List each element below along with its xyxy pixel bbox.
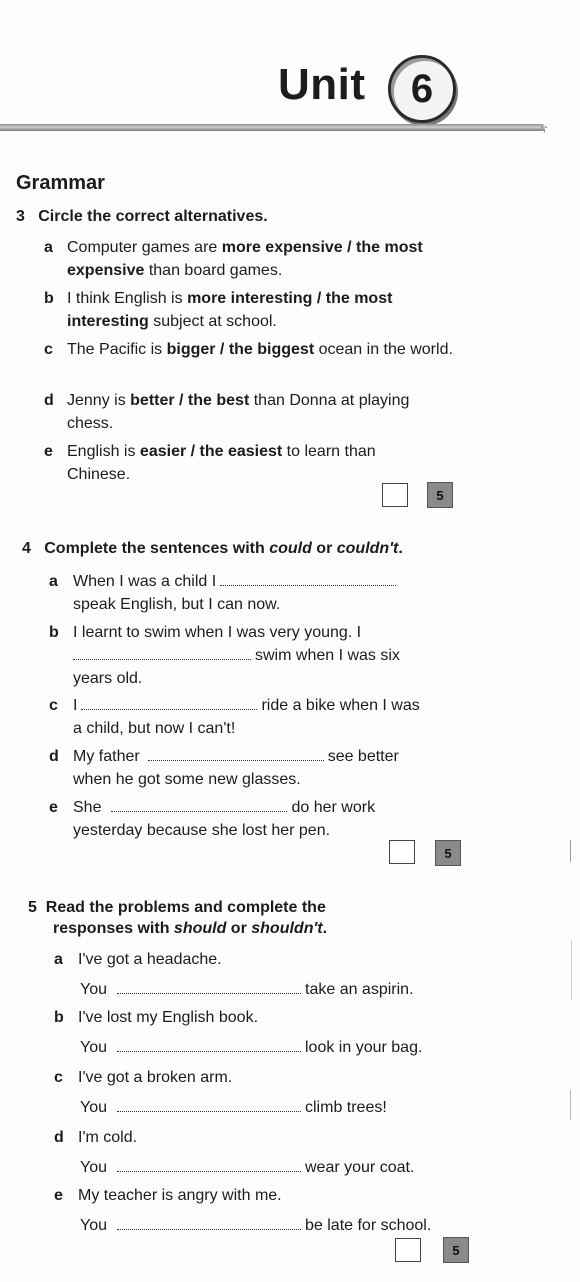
item-text-part: I <box>73 697 78 714</box>
item-text <box>73 796 453 842</box>
exercise-number: 4 <box>22 540 31 557</box>
response-line <box>80 978 480 1001</box>
instruction-text: . <box>398 540 403 557</box>
unit-number-badge: 6 <box>388 55 456 123</box>
exercise-4-title <box>22 539 403 559</box>
response-end: be late for school. <box>305 1217 432 1234</box>
exercise-5-title <box>28 897 327 939</box>
instruction-keyword: should <box>173 920 227 937</box>
item-text-part: speak English, but I can now. <box>73 596 281 613</box>
item-post: than Donna at playing chess. <box>67 392 410 432</box>
item-text <box>73 694 468 740</box>
item-post: than board games. <box>144 262 283 279</box>
item-letter: b <box>54 1009 64 1026</box>
alternatives[interactable]: more expensive / the most expensive <box>67 239 423 279</box>
item-letter: b <box>44 290 54 307</box>
item-pre: Computer games are <box>67 239 222 256</box>
instruction-keyword: shouldn't <box>251 920 323 937</box>
problem-text: I've got a broken arm. <box>78 1069 233 1086</box>
item-text <box>78 1126 468 1149</box>
exercise-number: 3 <box>16 208 25 225</box>
score-box[interactable] <box>382 483 408 507</box>
response-end: take an aspirin. <box>305 981 414 998</box>
max-score-badge: 5 <box>443 1237 469 1263</box>
header-divider <box>0 124 545 131</box>
score-box[interactable] <box>389 840 415 864</box>
response-subject: You <box>80 981 107 998</box>
response-line <box>80 1214 480 1237</box>
response-line <box>80 1156 480 1179</box>
item-letter: c <box>54 1069 63 1086</box>
response-line <box>80 1036 480 1059</box>
item-text-part: She <box>73 799 102 816</box>
item-text <box>73 621 453 690</box>
scan-edge-mark <box>571 940 572 1000</box>
item-pre: I think English is <box>67 290 188 307</box>
response-end: climb trees! <box>305 1099 387 1116</box>
item-text <box>67 287 457 333</box>
item-text-part: ride a bike when I was <box>261 697 420 714</box>
instruction-keyword: couldn't <box>336 540 399 557</box>
response-end: wear your coat. <box>305 1159 415 1176</box>
item-pre: English is <box>67 443 140 460</box>
item-post: subject at school. <box>148 313 277 330</box>
answer-blank[interactable] <box>111 797 287 812</box>
scan-edge-mark <box>570 1090 571 1120</box>
alternatives[interactable]: more interesting / the most interesting <box>67 290 393 330</box>
response-subject: You <box>80 1099 107 1116</box>
item-text <box>67 338 462 361</box>
item-text <box>78 948 468 971</box>
instruction-text: Complete the sentences with <box>44 540 270 557</box>
item-letter: a <box>49 573 58 590</box>
item-pre: The Pacific is <box>67 341 167 358</box>
max-score-badge: 5 <box>427 482 453 508</box>
item-letter: d <box>49 748 59 765</box>
scan-edge-mark <box>570 840 571 862</box>
item-text-part: I learnt to swim when I was very young. I <box>73 624 362 641</box>
item-text <box>67 440 432 486</box>
exercise-number: 5 <box>28 899 37 916</box>
unit-title: Unit <box>278 60 366 109</box>
item-text-part: see better <box>327 748 399 765</box>
item-letter: a <box>54 951 63 968</box>
item-text <box>78 1066 468 1089</box>
response-end: look in your bag. <box>305 1039 423 1056</box>
instruction-text: responses with <box>53 920 174 937</box>
exercise-3-title <box>16 207 268 227</box>
item-letter: e <box>44 443 53 460</box>
item-letter: d <box>44 392 54 409</box>
answer-blank[interactable] <box>117 979 301 994</box>
answer-blank[interactable] <box>117 1157 301 1172</box>
answer-blank[interactable] <box>73 645 251 660</box>
answer-blank[interactable] <box>148 746 324 761</box>
answer-blank[interactable] <box>117 1097 301 1112</box>
section-title: Grammar <box>16 172 105 194</box>
instruction-text: . <box>322 920 328 937</box>
problem-text: I've lost my English book. <box>78 1009 259 1026</box>
item-text <box>78 1184 468 1207</box>
instruction-keyword: could <box>269 540 312 557</box>
item-text-part: a child, but now I can't! <box>73 720 236 737</box>
item-letter: e <box>49 799 58 816</box>
exercise-instruction: Circle the correct alternatives. <box>38 208 268 225</box>
response-line <box>80 1096 480 1119</box>
response-subject: You <box>80 1217 107 1234</box>
instruction-text: or <box>311 540 337 557</box>
item-letter: b <box>49 624 59 641</box>
answer-blank[interactable] <box>117 1215 301 1230</box>
answer-blank[interactable] <box>81 695 257 710</box>
item-text-part: yesterday because she lost her pen. <box>73 822 331 839</box>
item-letter: e <box>54 1187 63 1204</box>
problem-text: I've got a headache. <box>78 951 222 968</box>
item-post: ocean in the world. <box>314 341 453 358</box>
item-text <box>73 570 453 616</box>
item-text-part: swim when I was six <box>255 647 400 664</box>
max-score-badge: 5 <box>435 840 461 866</box>
item-post: to learn than Chinese. <box>67 443 376 483</box>
item-pre: Jenny is <box>67 392 131 409</box>
response-subject: You <box>80 1159 107 1176</box>
instruction-text: Read the problems and complete the <box>45 899 326 916</box>
item-letter: d <box>54 1129 64 1146</box>
response-subject: You <box>80 1039 107 1056</box>
item-text <box>67 236 457 282</box>
answer-blank[interactable] <box>220 571 396 586</box>
item-text <box>67 389 412 435</box>
item-text-part: when he got some new glasses. <box>73 771 301 788</box>
item-text <box>73 745 453 791</box>
item-text-part: My father <box>73 748 140 765</box>
alternatives[interactable]: bigger / the biggest <box>166 341 315 358</box>
answer-blank[interactable] <box>117 1037 301 1052</box>
scan-speck: ·‚· <box>540 118 547 134</box>
alternatives[interactable]: better / the best <box>130 392 250 409</box>
problem-text: My teacher is angry with me. <box>78 1187 282 1204</box>
problem-text: I'm cold. <box>78 1129 138 1146</box>
instruction-text: or <box>226 920 252 937</box>
item-letter: c <box>49 697 58 714</box>
alternatives[interactable]: easier / the easiest <box>139 443 283 460</box>
item-text-part: do her work <box>291 799 376 816</box>
item-text-part: When I was a child I <box>73 573 217 590</box>
item-letter: c <box>44 341 53 358</box>
item-text <box>78 1006 468 1029</box>
item-text-part: years old. <box>73 670 143 687</box>
score-box[interactable] <box>395 1238 421 1262</box>
item-letter: a <box>44 239 53 256</box>
